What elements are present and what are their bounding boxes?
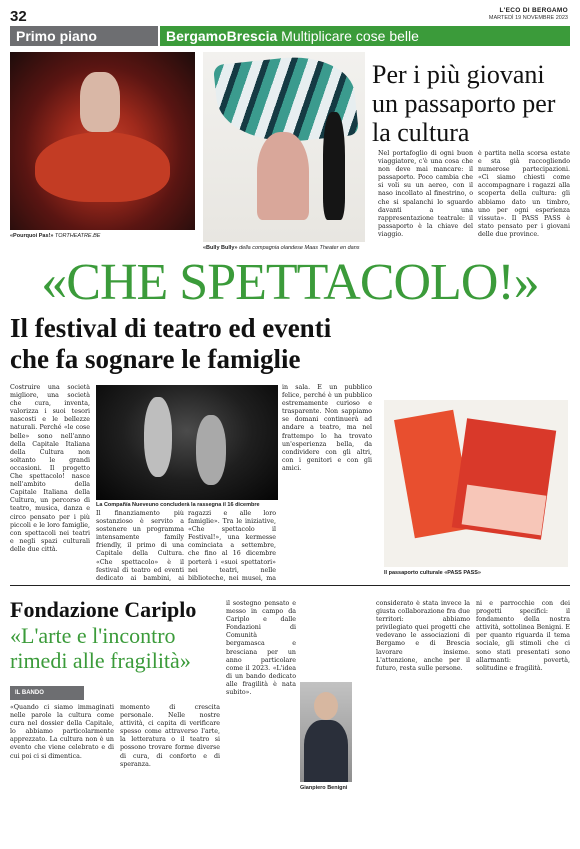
photo-pass-pass xyxy=(384,400,568,567)
second-column-2: momento di crescita personale. Nelle nostre attività, ci capita di verificare spesso come attraverso l'arte, la letteratura o il teatro si possono trovare forme diverse di cura, di conforto e di speranza. xyxy=(120,704,220,768)
topic-bold: BergamoBrescia xyxy=(166,28,278,44)
section-label: Primo piano xyxy=(10,26,158,46)
caption-photo-4: Il passaporto culturale «PASS PASS» xyxy=(384,570,481,576)
caption-photo-2: «Bully Bully» della compagnia olandese Maas Theater en dans xyxy=(203,245,360,251)
second-column-4: considerato è stata invece la giusta collaborazione fra due territori: abbiamo privilegiato quei progetti che vedevano le associazioni di Bergamo e di Brescia lavorare insieme. L'attenzione, anche per il futuro, resta sulle persone. xyxy=(376,600,470,672)
caption-photo-5: Gianpiero Benigni xyxy=(300,785,348,791)
second-column-5: ni e parrocchie con dei progetti specifici: il fondamento della nostra attività, sottolinea Benigni. E per quanto riguarda il tema sociale, gli stimoli che ci sono stati presentati sono allarmanti: povertà, solitudine e fragilità. xyxy=(476,600,570,672)
article-column-3: ragazzi e alle loro famiglie». Tra le iniziative, «Che spettacolo il Festival!», una kermesse cominciata a settembre, che fino al 16 dicembre porterà i «suoi spettatori» nei teatri, nelle biblioteche, nei musei, ma xyxy=(188,510,276,582)
article-column-2: Il finanziamento più sostanzioso è servito a sostenere un programma intensamente family friendly, il primo di una Capitale della Cultura. «Che spettacolo» è il festival di teatro ed eventi dedicato ai bambini, ai xyxy=(96,510,184,582)
caption-photo-1: «Pourquoi Pas!» TORTHEATRE.BE xyxy=(10,233,101,239)
photo-pourquoi-pas xyxy=(10,52,195,230)
newspaper-name: L'ECO DI BERGAMO xyxy=(499,7,568,14)
photo-benigni xyxy=(300,682,352,782)
section-divider xyxy=(10,585,570,586)
section-band xyxy=(10,26,570,46)
second-subtitle: «L'arte e l'incontro rimedi alle fragilità» xyxy=(10,623,191,673)
photo-bully-bully xyxy=(203,52,365,242)
issue-date: MARTEDÌ 19 NOVEMBRE 2023 xyxy=(488,15,568,21)
main-subtitle: Il festival di teatro ed eventi che fa sognare le famiglie xyxy=(10,313,332,374)
article-column-4: in sala. E un pubblico felice, perché è un pubblico estremamente curioso e trasparente. Non sappiamo se domani continuerà ad andare a teatro, ma nel frattempo lo ha trovato un'esperienza bella, da condividere con gli altri, con i genitori e con gli amici. xyxy=(282,384,372,472)
second-column-3: il sostegno pensato e messo in campo da Cariplo e dalle Fondazioni di Comunità bergamasca e bresciana per un anno particolare come il 2023. «L'idea di un bando dedicato alle fragilità è nata subito». xyxy=(226,600,296,697)
caption-photo-3: La Compañía Nueveuno concluderà la rassegna il 16 dicembre xyxy=(96,502,260,508)
bando-label: IL BANDO xyxy=(10,686,84,700)
second-column-3b xyxy=(300,796,370,844)
second-title: Fondazione Cariplo xyxy=(10,597,197,622)
topic-label xyxy=(160,26,570,46)
topic-rest: Multiplicare cose belle xyxy=(277,28,419,44)
page-number: 32 xyxy=(10,8,27,25)
photo-nueveuno xyxy=(96,385,278,500)
side-column-1: Nel portafoglio di ogni buon viaggiatore, c'è una cosa che non deve mai mancare: il passaporto. Poco cambia che si voli su un aereo, con il naso incollato al finestrino, o che si spalanchi lo sguardo davanti a una rappresentazione teatrale: il passaporto è la chiave del viaggio. xyxy=(378,150,473,238)
article-column-1: Costruire una società migliore, una società che cura, inventa, valorizza i suoi tesori nascosti e le bellezze naturali. Perché «le cose belle» sono nell'anno della Capitale Italiana della Cultura non soltanto le grandi occasioni. Il progetto Che spettacolo! nasce nell'ambito della Capitale Italiana della Cultura, un percorso di teatro, musica, danza e circo pensato per i più piccoli e le loro famiglie, con spettacoli nei teatri e negli spazi culturali delle due città. xyxy=(10,384,90,553)
main-title: «CHE SPETTACOLO!» xyxy=(41,254,539,311)
side-column-2: è partita nella scorsa estate e sta già raccogliendo numerose partecipazioni. «Ci siamo chiesti come accompagnare i ragazzi alla scoperta della cultura: gli abbiamo dato un timbro, uno per ogni esperienza vissuta». Il PASS PASS è stato pensato per i giovani delle due province. xyxy=(478,150,570,238)
side-headline: Per i più giovani un passaporto per la cultura xyxy=(372,60,556,147)
second-column-1: «Quando ci siamo immaginati nelle parole la cultura come cura nel dossier della Capitale, lo abbiamo particolarmente apprezzato. La cultura non è un evento che viene celebrato e di cui poi ci si dimentica. xyxy=(10,704,114,760)
